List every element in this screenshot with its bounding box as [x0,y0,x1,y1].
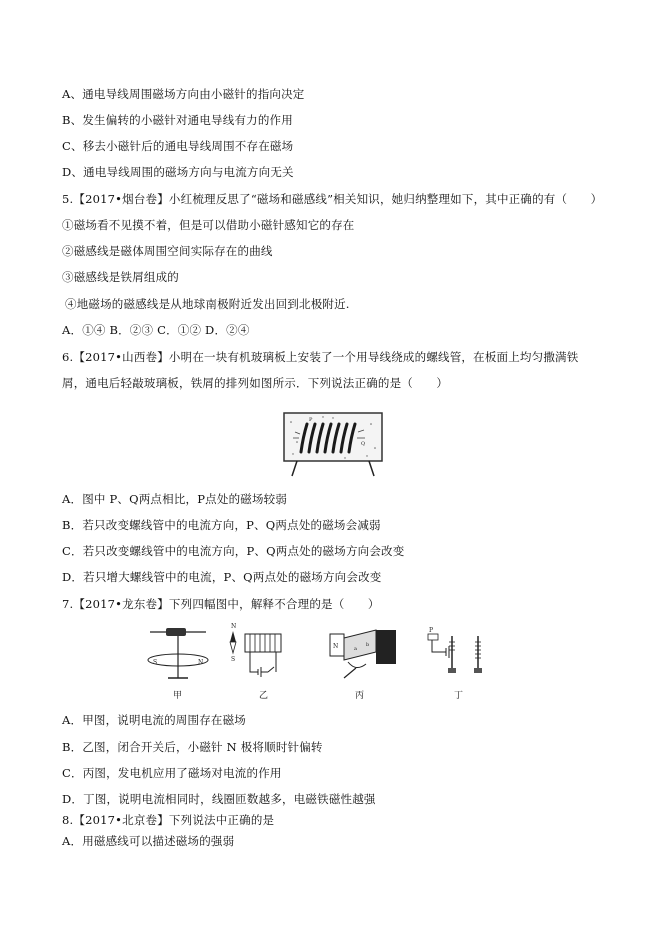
q4-option-d: D、通电导线周围的磁场方向与电流方向无关 [62,165,294,179]
figure-ding [428,627,482,673]
q7-stem: 7.【2017•龙东卷】下列四幅图中，解释不合理的是（ ） [62,597,380,611]
yi-n-label: N [231,623,237,630]
q7-option-a: A．甲图，说明电流的周围存在磁场 [62,713,247,727]
figure7-captions [140,686,522,704]
solenoid-iron-filings-figure [283,412,383,478]
figure-jia [148,628,208,678]
point-p-label: P [309,417,313,423]
q6-stem: 6.【2017•山西卷】小明在一块有机玻璃板上安装了一个用导线绕成的螺线管，在板面上均匀撒满铁屑，通电后轻敲玻璃板，铁屑的排列如图所示．下列说法正确的是（ ） [62,350,579,390]
four-diagrams-figure [140,620,522,704]
q5-statement-1: ①磁场看不见摸不着，但是可以借助小磁针感知它的存在 [62,218,355,232]
caption-jia: 甲 [173,691,183,701]
q7-option-d: D．丁图，说明电流相同时，线圈匝数越多，电磁铁磁性越强 [62,792,376,806]
jia-s-label: S [153,659,158,666]
q7-option-b: B．乙图，闭合开关后，小磁针 N 极将顺时针偏转 [62,740,323,754]
ding-p-label: P [429,627,434,634]
q6-option-a: A．图中 P、Q两点相比，P点处的磁场较弱 [62,492,288,506]
q5-statement-4: ④地磁场的磁感线是从地球南极附近发出回到北极附近. [65,297,350,311]
yi-s-label: S [231,656,236,663]
q5-statement-2: ②磁感线是磁体周围空间实际存在的曲线 [62,244,273,258]
q8-option-a: A．用磁感线可以描述磁场的强弱 [62,834,235,848]
caption-yi: 乙 [259,691,269,701]
caption-bing: 丙 [355,691,365,701]
q5-statement-3: ③磁感线是铁屑组成的 [62,270,179,284]
q4-option-a: A、通电导线周围磁场方向由小磁针的指向决定 [62,87,305,101]
q8-stem: 8.【2017•北京卷】下列说法中正确的是 [62,813,275,827]
bing-a-label: a [354,646,357,652]
q6-option-c: C．若只改变螺线管中的电流方向，P、Q两点处的磁场方向会改变 [62,544,405,558]
figure-bing [330,630,396,678]
q6-option-d: D．若只增大螺线管中的电流，P、Q两点处的磁场方向会改变 [62,570,382,584]
q5-options: A．①④ B．②③ C．①② D．②④ [62,323,250,337]
q7-option-c: C．丙图，发电机应用了磁场对电流的作用 [62,766,282,780]
bing-n-label: N [333,643,339,650]
figure-yi [230,623,281,677]
jia-n-label: N [198,659,204,666]
caption-ding: 丁 [454,691,464,701]
q4-option-b: B、发生偏转的小磁针对通电导线有力的作用 [62,113,293,127]
q6-option-b: B．若只改变螺线管中的电流方向，P、Q两点处的磁场会减弱 [62,518,381,532]
point-q-label: Q [361,441,366,447]
q4-option-c: C、移去小磁针后的通电导线周围不存在磁场 [62,139,294,153]
q5-stem: 5.【2017•烟台卷】小红梳理反思了“磁场和磁感线”相关知识，她归纳整理如下，其中正确的有（ ） [62,192,603,206]
bing-b-label: b [366,642,370,648]
